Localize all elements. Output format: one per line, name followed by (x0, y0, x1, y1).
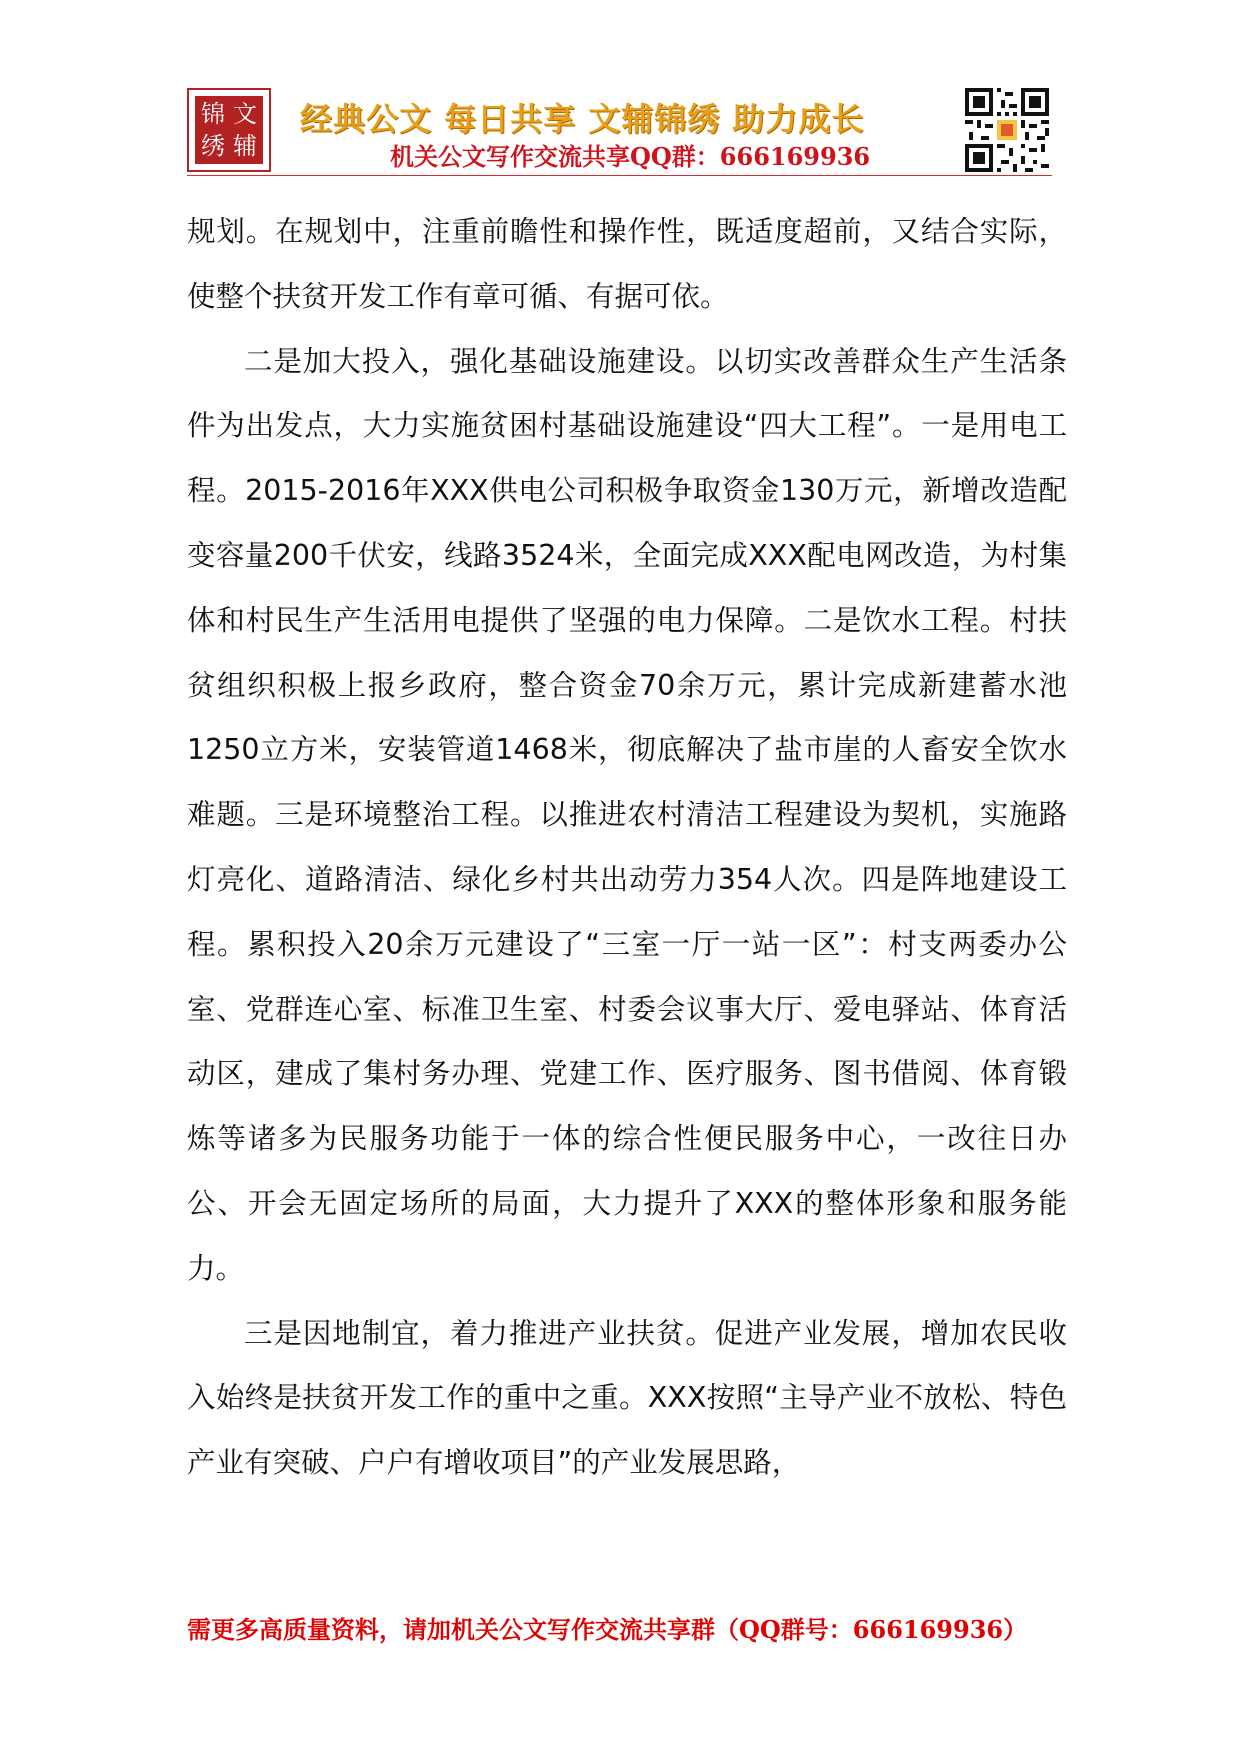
qr-code-icon (965, 88, 1049, 172)
header-qq-group: 机关公文写作交流共享QQ群：666169936 (390, 142, 871, 171)
page-header (0, 0, 1240, 180)
footer-promo-text: 需更多高质量资料，请加机关公文写作交流共享群（QQ群号：666169936） (187, 1615, 1028, 1644)
logo-char: 锦 (201, 100, 225, 128)
logo-seal (195, 96, 263, 164)
logo-char: 辅 (233, 132, 257, 160)
body-paragraph: 规划。在规划中，注重前瞻性和操作性，既适度超前，又结合实际，使整个扶贫开发工作有章可循、有据可依。 (187, 215, 1067, 313)
document-body (187, 200, 1067, 1496)
body-paragraph: 二是加大投入，强化基础设施建设。以切实改善群众生产生活条件为出发点，大力实施贫困村基础设施建设“四大工程”。一是用电工程。2015-2016年XXX供电公司积极争取资金130万元，新增改造配变容量200千伏安，线路3524米，全面完成XXX配电网改造，为村集体和村民生产生活用电提供了坚强的电力保障。二是饮水工程。村扶贫组织积极上报乡政府，整合资金70余万元，累计完成新建蓄水池1250立方米，安装管道1468米，彻底解决了盐市崖的人畜安全饮水难题。三是环境整治工程。以推进农村清洁工程建设为契机，实施路灯亮化、道路清洁、绿化乡村共出动劳力354人次。四是阵地建设工程。累积投入20余万元建设了“三室一厅一站一区”：村支两委办公室、党群连心室、标准卫生室、村委会议事大厅、爱电驿站、体育活动区，建成了集村务办理、党建工作、医疗服务、图书借阅、体育锻炼等诸多为民服务功能于一体的综合性便民服务中心，一改往日办公、开会无固定场所的局面，大力提升了XXX的整体形象和服务能力。 (187, 344, 1067, 1285)
logo-char: 文 (233, 100, 257, 128)
body-paragraph: 三是因地制宜，着力推进产业扶贫。促进产业发展，增加农民收入始终是扶贫开发工作的重中之重。XXX按照“主导产业不放松、特色产业有突破、户户有增收项目”的产业发展思路， (187, 1316, 1067, 1480)
header-slogan: 经典公文 每日共享 文辅锦绣 助力成长 (300, 100, 865, 138)
brand-logo (187, 88, 271, 172)
header-divider (187, 175, 1052, 176)
logo-char: 绣 (201, 132, 225, 160)
